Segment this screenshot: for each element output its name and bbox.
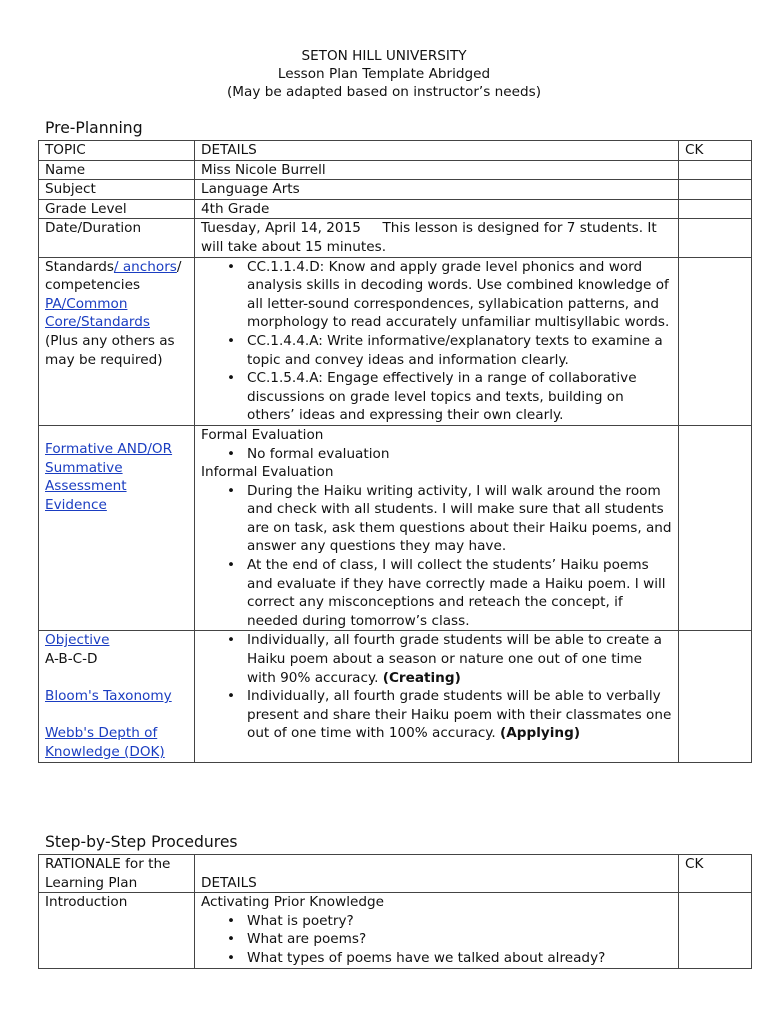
ck-cell <box>679 219 752 257</box>
informal-list <box>201 482 672 631</box>
ck-cell <box>679 180 752 200</box>
objective-text: Individually, all fourth grade students will be able to verbally present and share their Haiku poem with their classmates one out of one time with 100% accuracy. <box>247 688 672 742</box>
formal-list <box>201 445 672 464</box>
informal-heading: Informal Evaluation <box>201 464 334 481</box>
rationale-header: RATIONALE for the Learning Plan <box>39 855 195 893</box>
subject-value: Language Arts <box>195 180 679 200</box>
ck-header: CK <box>679 141 752 161</box>
preplanning-table <box>38 140 752 763</box>
details-header: DETAILS <box>195 141 679 161</box>
table-row <box>39 180 752 200</box>
table-row <box>39 199 752 219</box>
list-item <box>247 631 672 687</box>
objective-link[interactable]: Objective <box>45 632 110 649</box>
list-item: • During the Haiku writing activity, I will walk around the room and check with all students. I will make sure that all students are on task, ask them questions about their Haiku poems, and answer any questions they may have. <box>247 482 672 556</box>
list-item: • What types of poems have we talked about already? <box>247 949 672 968</box>
ck-cell <box>679 257 752 425</box>
table-row <box>39 257 752 425</box>
list-item <box>247 687 672 743</box>
assessment-label-cell <box>39 425 195 631</box>
objective-details <box>195 631 679 762</box>
procedures-heading: Step-by-Step Procedures <box>45 833 238 851</box>
standards-label: Standards <box>45 258 114 275</box>
assessment-link[interactable]: Formative AND/OR Summative Assessment Evidence <box>45 440 173 513</box>
list-item: • What are poems? <box>247 930 672 949</box>
objective-level: (Creating) <box>382 669 461 686</box>
grade-value: 4th Grade <box>195 199 679 219</box>
list-item: • CC.1.4.4.A: Write informative/explanatory texts to examine a topic and convey ideas and information clearly. <box>247 332 672 369</box>
list-item: • No formal evaluation <box>247 445 672 464</box>
list-item: • CC.1.5.4.A: Engage effectively in a range of collaborative discussions on grade level topics and texts, building on others’ ideas and expressing their own clearly. <box>247 369 672 425</box>
details-header-text: DETAILS <box>201 874 257 891</box>
date-value: Tuesday, April 14, 2015 This lesson is designed for 7 students. It will take about 15 minutes. <box>195 219 679 257</box>
table-header-row <box>39 141 752 161</box>
pa-common-core-link[interactable]: PA/Common Core/Standards <box>45 295 150 331</box>
blooms-taxonomy-link[interactable]: Bloom's Taxonomy <box>45 688 172 705</box>
assessment-details <box>195 425 679 631</box>
standards-label-cell <box>39 257 195 425</box>
objective-abcd: A-B-C-D <box>45 651 98 668</box>
list-item: • What is poetry? <box>247 912 672 931</box>
list-item: • CC.1.1.4.D: Know and apply grade level phonics and word analysis skills in decoding words. Use combined knowledge of all letter-sound correspondences, syllabication patterns, and morphology to read accurately unfamiliar multisyllabic words. <box>247 258 672 332</box>
objective-label-cell <box>39 631 195 762</box>
ck-cell <box>679 631 752 762</box>
objectives-list <box>201 631 672 743</box>
subject-label: Subject <box>39 180 195 200</box>
prior-knowledge-list <box>201 912 672 968</box>
preplanning-heading: Pre-Planning <box>45 119 143 137</box>
name-value: Miss Nicole Burrell <box>195 160 679 180</box>
table-row <box>39 631 752 762</box>
introduction-details <box>195 893 679 968</box>
objective-level: (Applying) <box>500 725 581 742</box>
webbs-dok-link[interactable]: Webb's Depth of Knowledge (DOK) <box>45 725 165 760</box>
list-item: • At the end of class, I will collect the students’ Haiku poems and evaluate if they have correctly made a Haiku poem. I will correct any misconceptions and reteach the concept, if needed during tomorrow’s class. <box>247 556 672 630</box>
template-note: (May be adapted based on instructor’s needs) <box>226 84 541 101</box>
table-header-row <box>39 855 752 893</box>
objective-text: Individually, all fourth grade students will be able to create a Haiku poem about a season or nature one out of one time with 90% accuracy. <box>247 632 662 686</box>
topic-header: TOPIC <box>39 141 195 161</box>
anchors-link[interactable]: / anchors <box>113 258 177 275</box>
name-label: Name <box>39 160 195 180</box>
standards-note: (Plus any others as may be required) <box>45 332 175 368</box>
ck-cell <box>679 425 752 631</box>
template-title: Lesson Plan Template Abridged <box>277 66 491 83</box>
competencies-label: / competencies <box>45 258 182 294</box>
grade-label: Grade Level <box>39 199 195 219</box>
formal-heading: Formal Evaluation <box>201 426 324 443</box>
procedures-table <box>38 854 752 969</box>
ck-cell <box>679 199 752 219</box>
prior-knowledge-heading: Activating Prior Knowledge <box>201 894 384 911</box>
table-row <box>39 893 752 968</box>
standards-details <box>195 257 679 425</box>
document-header <box>0 47 768 102</box>
ck-cell <box>679 893 752 968</box>
university-name: SETON HILL UNIVERSITY <box>301 48 467 64</box>
table-row <box>39 219 752 257</box>
table-row <box>39 160 752 180</box>
date-label: Date/Duration <box>39 219 195 257</box>
ck-header: CK <box>679 855 752 893</box>
table-row <box>39 425 752 631</box>
ck-cell <box>679 160 752 180</box>
introduction-label: Introduction <box>39 893 195 968</box>
details-header <box>195 855 679 893</box>
standards-list <box>201 258 672 425</box>
